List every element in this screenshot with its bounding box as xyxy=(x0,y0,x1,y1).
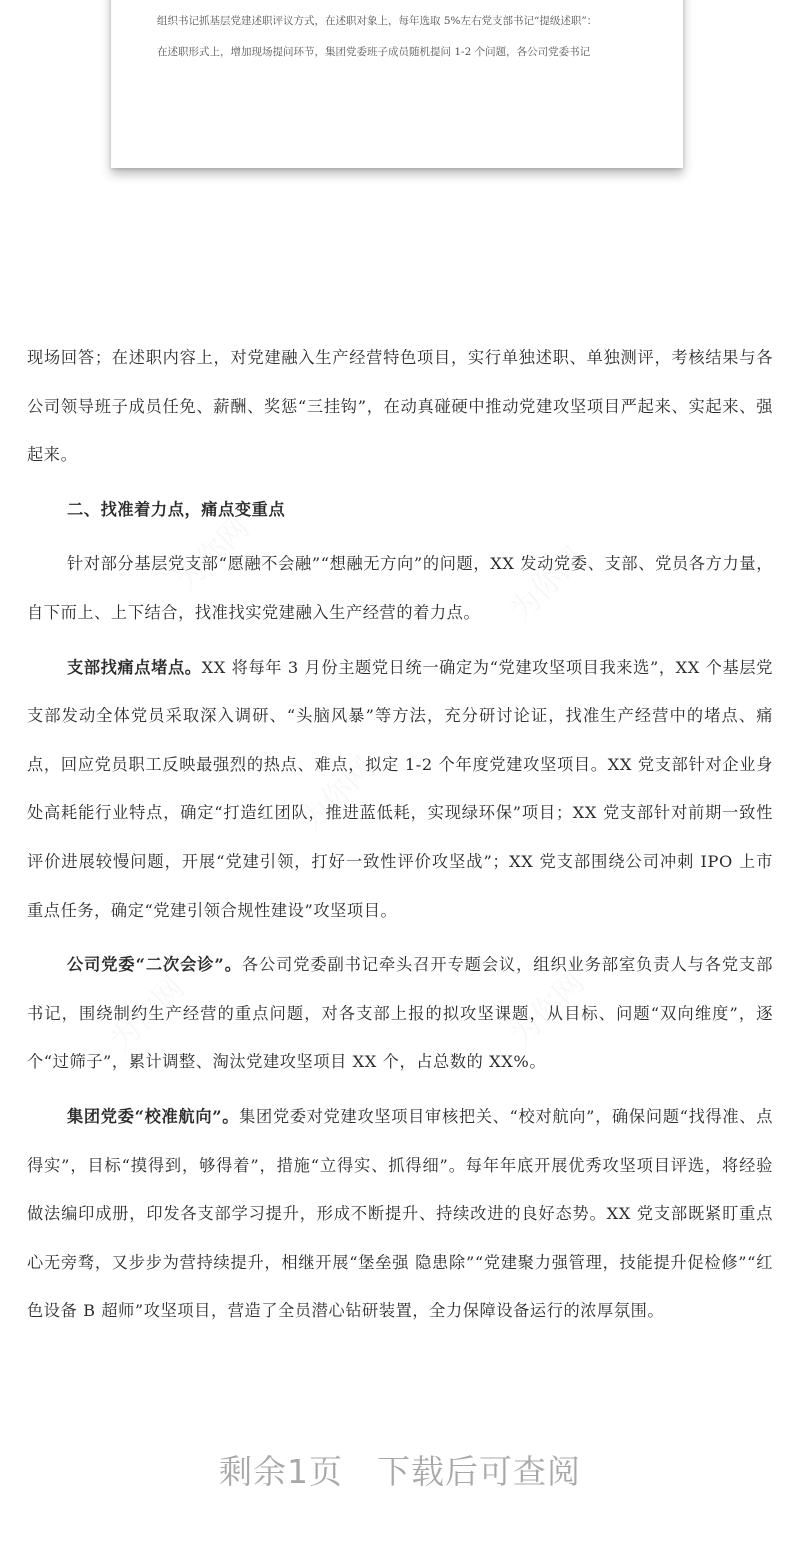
document-body xyxy=(27,334,773,1336)
paragraph-5 xyxy=(27,1093,773,1336)
watermark: 为你网 xyxy=(293,750,382,839)
preview-line-1: 组织书记抓基层党建述职评议方式，在述职对象上，每年选取 5%左右党支部书记“提级述职”： xyxy=(157,15,598,27)
paragraph-4 xyxy=(27,941,773,1087)
watermark: 为你网 xyxy=(103,970,192,1059)
paragraph-5-text: 集团党委对党建攻坚项目审核把关、“校对航向”，确保问题“找得准、点得实”，目标“摸得到，够得着”，措施“立得实、抓得细”。每年年底开展优秀攻坚项目评选，将经验做法编印成册，印发各支部学习提升，形成不断提升、持续改进的良好态势。XX 党支部既紧盯重点心无旁骛，又步步为营持续提升，相继开展“堡垒强 隐患除”“党建聚力强管理，技能提升促检修”“红色设备 B 超师”攻坚项目，营造了全员潜心钻研装置，全力保障设备运行的浓厚氛围。 xyxy=(27,1106,773,1321)
watermark: 为你网 xyxy=(503,965,592,1054)
paragraph-3-text: XX 将每年 3 月份主题党日统一确定为“党建攻坚项目我来选”，XX 个基层党支部发动全体党员采取深入调研、“头脑风暴”等方法，充分研讨论证，找准生产经营中的堵点、痛点，回应党员职工反映最强烈的热点、难点，拟定 1-2 个年度党建攻坚项目。XX 党支部针对企业身处高耗能行业特点，确定“打造红团队，推进蓝低耗，实现绿环保”项目；XX 党支部针对前期一致性评价进展较慢问题，开展“党建引领，打好一致性评价攻坚战”；XX 党支部围绕公司冲刺 IPO 上市重点任务，确定“党建引领合规性建设”攻坚项目。 xyxy=(27,657,773,920)
watermark: 为你网 xyxy=(503,540,592,629)
download-prompt[interactable] xyxy=(0,1446,800,1493)
section-heading-2: 二、找准着力点，痛点变重点 xyxy=(67,499,286,519)
paragraph-3 xyxy=(27,644,773,936)
preview-line-2: 在述职形式上，增加现场提问环节，集团党委班子成员随机提问 1-2 个问题，各公司党委书记 xyxy=(157,46,591,58)
document-preview-card xyxy=(111,0,683,168)
paragraph-3-lead: 支部找痛点堵点。 xyxy=(67,657,202,677)
paragraph-2: 针对部分基层党支部“愿融不会融”“想融无方向”的问题，XX 发动党委、支部、党员各方力量，自下而上、上下结合，找准找实党建融入生产经营的着力点。 xyxy=(27,554,773,622)
remaining-pages-label: 剩余1页 xyxy=(219,1452,343,1491)
paragraph-4-lead: 公司党委“二次会诊”。 xyxy=(67,955,242,975)
download-hint-label: 下载后可查阅 xyxy=(377,1452,581,1491)
watermark: 为你网 xyxy=(168,510,257,599)
paragraph-1: 现场回答；在述职内容上，对党建融入生产经营特色项目，实行单独述职、单独测评，考核结果与各公司领导班子成员任免、薪酬、奖惩“三挂钩”，在动真碰硬中推动党建攻坚项目严起来、实起来、强起来。 xyxy=(27,348,773,465)
paragraph-4-text: 各公司党委副书记牵头召开专题会议，组织业务部室负责人与各党支部书记，围绕制约生产经营的重点问题，对各支部上报的拟攻坚课题，从目标、问题“双向维度”，逐个“过筛子”，累计调整、淘汰党建攻坚项目 XX 个，占总数的 XX%。 xyxy=(27,955,773,1072)
paragraph-5-lead: 集团党委“校准航向”。 xyxy=(67,1106,240,1126)
